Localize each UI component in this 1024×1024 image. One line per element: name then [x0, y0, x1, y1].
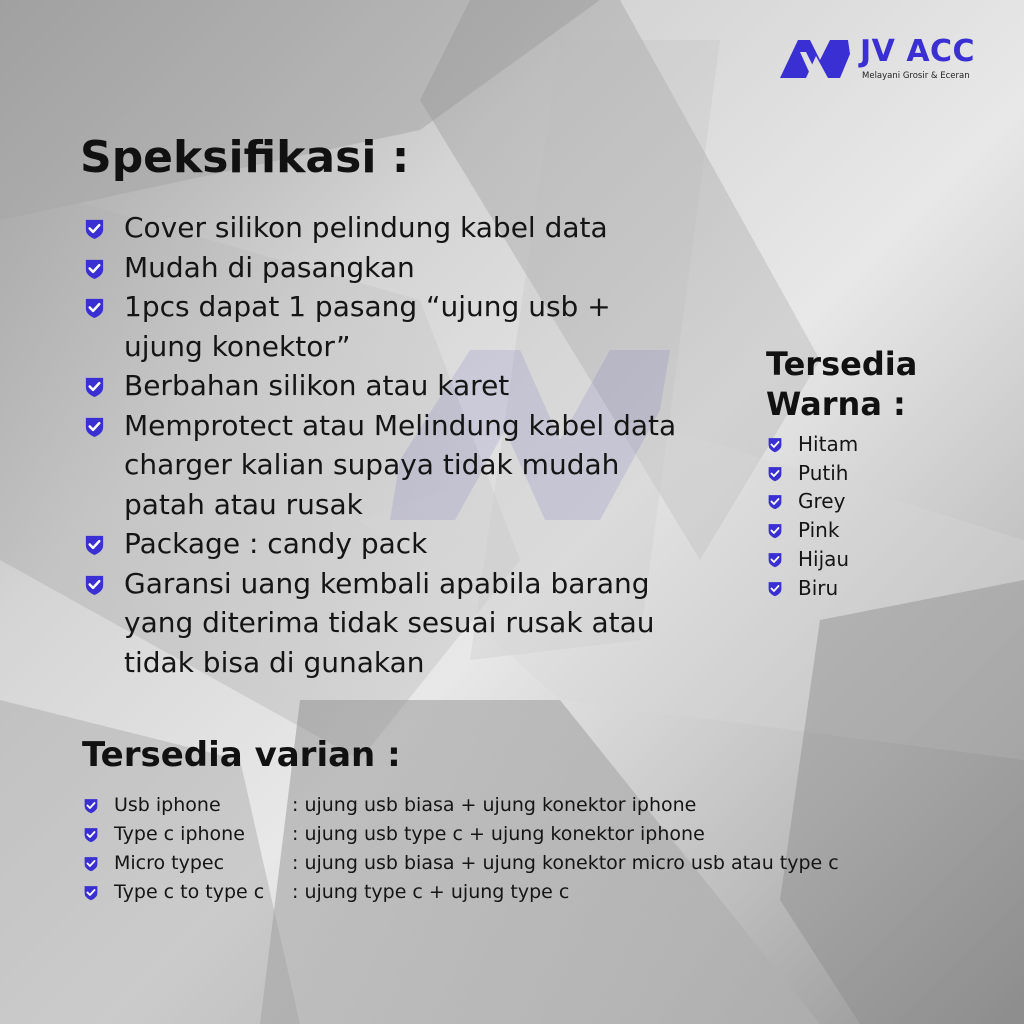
- varian-item-desc: : ujung usb type c + ujung konektor iphone: [292, 823, 705, 845]
- varian-item: [82, 849, 839, 878]
- warna-item-text: Putih: [798, 460, 849, 485]
- warna-item-text: Hitam: [798, 432, 859, 456]
- varian-item-desc: : ujung type c + ujung type c: [292, 881, 570, 903]
- varian-item-name: Type c iphone: [114, 823, 245, 845]
- shield-check-icon: [766, 522, 784, 539]
- shield-check-icon: [82, 217, 107, 240]
- brand-name: JV ACC: [860, 34, 976, 69]
- shield-check-icon: [82, 797, 100, 814]
- spesifikasi-item-text: Berbahan silikon atau karet: [124, 369, 510, 402]
- spesifikasi-title: Speksifikasi :: [80, 132, 410, 183]
- spesifikasi-item: [80, 287, 680, 366]
- varian-item-name: Micro typec: [114, 852, 225, 874]
- varian-list: [82, 791, 839, 907]
- spesifikasi-item: [80, 248, 680, 288]
- brand-tagline: Melayani Grosir & Eceran: [862, 71, 970, 81]
- shield-check-icon: [82, 257, 107, 280]
- shield-check-icon: [82, 884, 100, 901]
- spesifikasi-item: [80, 524, 680, 564]
- spesifikasi-list: [80, 208, 680, 682]
- varian-item-desc: : ujung usb biasa + ujung konektor micro usb atau type c: [292, 852, 839, 874]
- varian-item: [82, 820, 839, 849]
- varian-item: [82, 791, 839, 820]
- shield-check-icon: [766, 465, 784, 482]
- warna-item-text: Hijau: [798, 546, 850, 571]
- spesifikasi-item: [80, 564, 680, 683]
- spesifikasi-item: [80, 406, 680, 525]
- spesifikasi-item-text: Garansi uang kembali apabila barang yang diterima tidak sesuai rusak atau tidak bisa di gunakan: [124, 566, 655, 679]
- shield-check-icon: [766, 551, 784, 568]
- warna-item: [766, 545, 858, 574]
- spesifikasi-item-text: Memprotect atau Melindung kabel data charger kalian supaya tidak mudah patah atau rusak: [124, 408, 677, 521]
- shield-check-icon: [82, 573, 107, 596]
- warna-item: [766, 459, 858, 488]
- warna-item: [766, 574, 858, 603]
- warna-item: [766, 430, 858, 459]
- shield-check-icon: [82, 296, 107, 319]
- spesifikasi-item-text: Cover silikon pelindung kabel data: [124, 211, 608, 244]
- warna-title: Tersedia Warna :: [766, 345, 918, 423]
- varian-item-name: Type c to type c: [114, 881, 265, 903]
- warna-item: [766, 487, 858, 516]
- shield-check-icon: [82, 415, 107, 438]
- shield-check-icon: [766, 580, 784, 597]
- shield-check-icon: [766, 436, 784, 453]
- warna-item-text: Biru: [798, 575, 839, 600]
- spesifikasi-item-text: Package : candy pack: [124, 527, 428, 560]
- spesifikasi-item: [80, 366, 680, 406]
- warna-item-text: Pink: [798, 518, 840, 543]
- varian-item-name: Usb iphone: [114, 794, 221, 816]
- brand-logo-icon: [776, 34, 856, 84]
- spesifikasi-item-text: Mudah di pasangkan: [124, 250, 415, 284]
- warna-list: [766, 430, 858, 602]
- warna-item-text: Grey: [798, 489, 846, 514]
- spesifikasi-item-text: 1pcs dapat 1 pasang “ujung usb + ujung konektor”: [124, 290, 611, 363]
- spesifikasi-item: [80, 208, 680, 248]
- shield-check-icon: [82, 533, 107, 556]
- shield-check-icon: [82, 375, 107, 398]
- varian-title: Tersedia varian :: [82, 735, 401, 775]
- varian-item-desc: : ujung usb biasa + ujung konektor iphone: [292, 794, 697, 816]
- brand-logo: [776, 30, 996, 90]
- warna-item: [766, 516, 858, 545]
- shield-check-icon: [766, 493, 784, 510]
- shield-check-icon: [82, 855, 100, 872]
- varian-item: [82, 878, 839, 907]
- shield-check-icon: [82, 826, 100, 843]
